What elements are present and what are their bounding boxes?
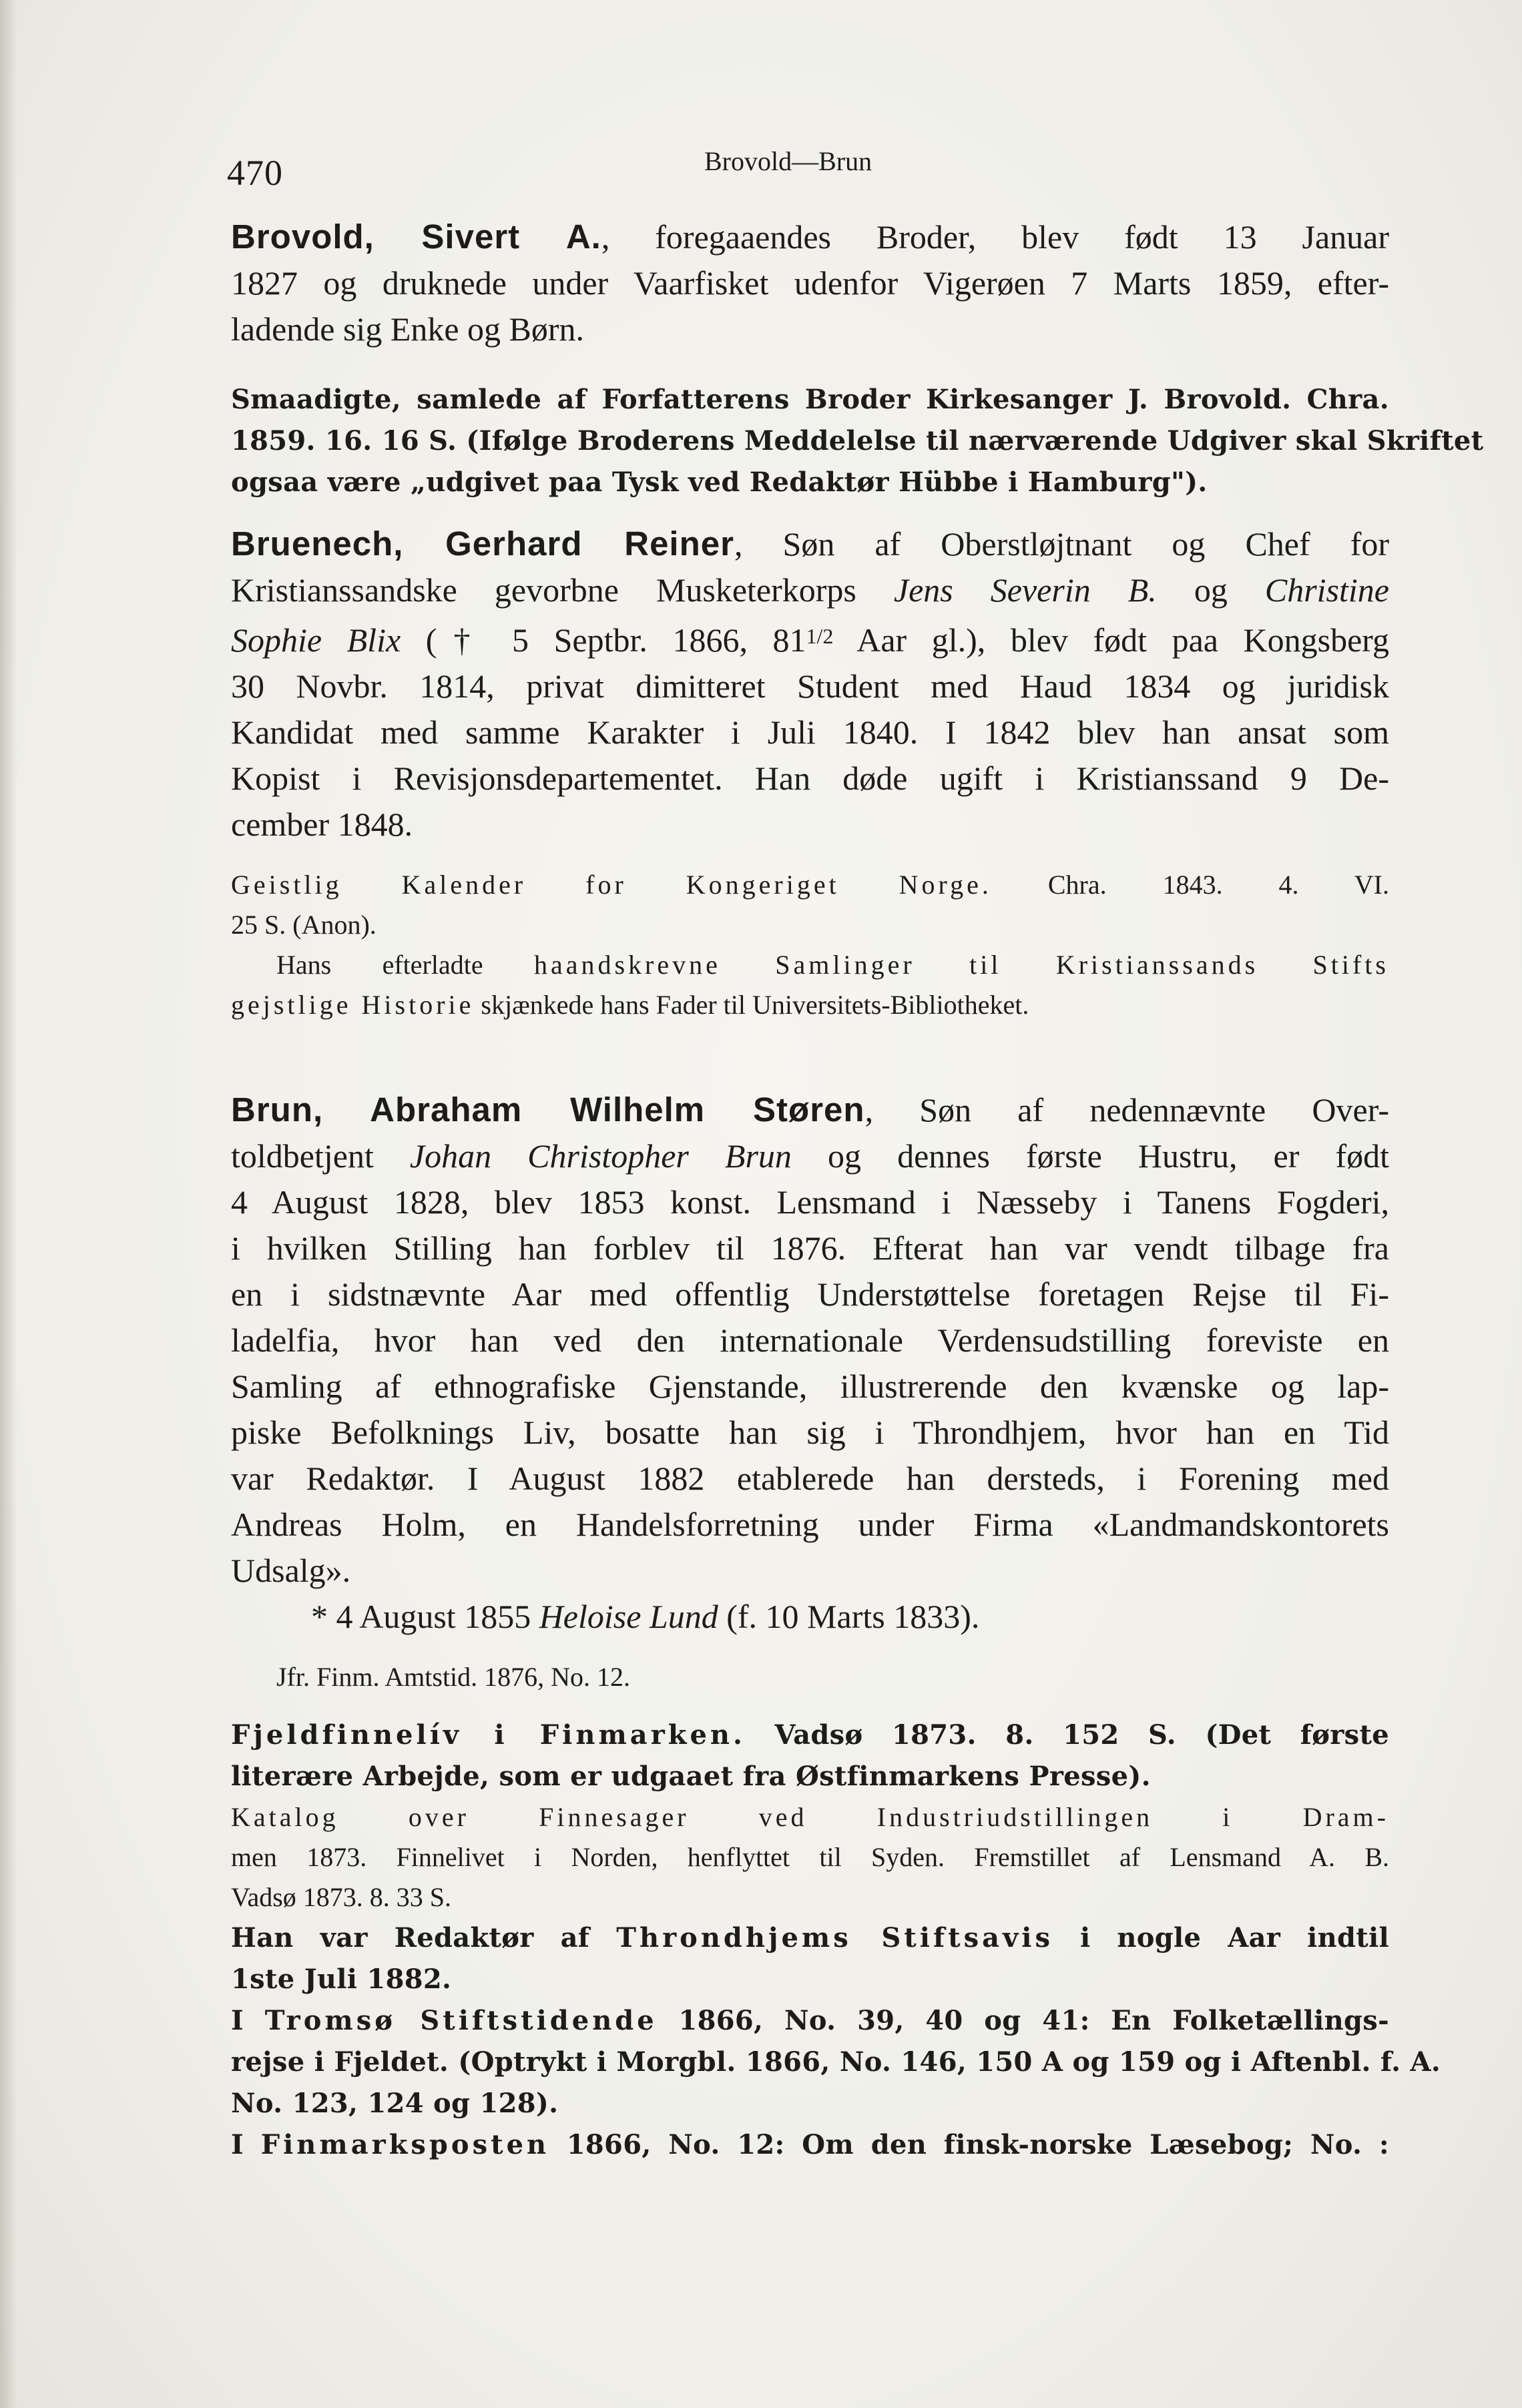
entry-brovold: [231, 214, 1484, 503]
entry-text-line: Brovold, Sivert A., foregaaendes Broder, blev født 13 Januar: [231, 218, 1390, 256]
entry-text-line: cember 1848.: [231, 806, 413, 843]
running-head: Brovold—Brun: [704, 146, 872, 176]
bibliography-line: I Finmarksposten 1866, No. 12: Om den finsk-norske Læsebog; No. :: [231, 2129, 1389, 2160]
entry-text-line: Kopist i Revisjonsdepartementet. Han døde ugift i Kristianssand 9 De-: [231, 760, 1389, 797]
bibliography-line: Han var Redaktør af Throndhjems Stiftsavis i nogle Aar indtil: [231, 1922, 1390, 1953]
bibliography-line: Fjeldfinnelív i Finmarken. Vadsø 1873. 8. 152 S. (Det første: [231, 1719, 1389, 1751]
bibliography-line: 1859. 16. 16 S. (Ifølge Broderens Meddelelse til nærværende Udgiver skal Skriftet: [231, 425, 1484, 457]
source-line: Vadsø 1873. 8. 33 S.: [231, 1882, 452, 1912]
entry-text-line: Andreas Holm, en Handelsforretning under Firma «Landmandskontorets: [231, 1506, 1389, 1543]
person-name: Jens Severin B.: [893, 571, 1157, 609]
entry-text-line: en i sidstnævnte Aar med offentlig Understøttelse foretagen Rejse til Fi-: [231, 1275, 1389, 1313]
bibliography-line: 1ste Juli 1882.: [231, 1964, 452, 1995]
source-title: Geistlig Kalender for Kongeriget Norge.: [231, 870, 992, 900]
person-name: Johan Christopher Brun: [409, 1137, 792, 1175]
bibliography-line: rejse i Fjeldet. (Optrykt i Morgbl. 1866, No. 146, 150 A og 159 og i Aftenbl. f. A.: [231, 2046, 1441, 2078]
entry-text-line: Kristianssandske gevorbne Musketerkorps Jens Severin B. og Christine: [231, 571, 1389, 609]
source-line: men 1873. Finnelivet i Norden, henflyttet til Syden. Fremstillet af Lensmand A. B.: [231, 1842, 1389, 1872]
entry-text-line: piske Befolknings Liv, bosatte han sig i Throndhjem, hvor han en Tid: [231, 1414, 1389, 1451]
work-title: Tromsø Stiftstidende: [264, 2005, 658, 2036]
person-name: Christine: [1264, 571, 1389, 609]
person-name: Heloise Lund: [539, 1598, 718, 1635]
entry-brun: [231, 1087, 1441, 2166]
entry-text-line: i hvilken Stilling han forblev til 1876. Efterat han var vendt tilbage fra: [231, 1229, 1389, 1267]
fraction: 1/2: [806, 624, 834, 648]
work-title: Throndhjems Stiftsavis: [616, 1922, 1054, 1953]
bibliography-line: ogsaa være „udgivet paa Tysk ved Redaktør Hübbe i Hamburg").: [231, 467, 1208, 498]
source-line: Katalog over Finnesager ved Industriudstillingen i Dram-: [231, 1802, 1389, 1832]
entry-heading: Bruenech, Gerhard Reiner: [231, 525, 734, 563]
entry-text-line: ladelfia, hvor han ved den internationale Verdensudstilling foreviste en: [231, 1321, 1389, 1359]
entry-text-line: Bruenech, Gerhard Reiner, Søn af Oberstløjtnant og Chef for: [231, 525, 1389, 563]
entry-text-line: 4 August 1828, blev 1853 konst. Lensmand i Næsseby i Tanens Fogderi,: [231, 1183, 1389, 1221]
work-title: Finmarksposten: [260, 2129, 550, 2160]
entry-bruenech: [231, 521, 1389, 1025]
bibliography-line: Smaadigte, samlede af Forfatterens Broder Kirkesanger J. Brovold. Chra.: [231, 384, 1389, 415]
bibliography-line: literære Arbejde, som er udgaaet fra Østfinmarkens Presse).: [231, 1761, 1151, 1792]
source-line: Geistlig Kalender for Kongeriget Norge. Chra. 1843. 4. VI.: [231, 870, 1389, 900]
person-name: Sophie Blix: [231, 621, 401, 659]
source-line: 25 S. (Anon).: [231, 910, 376, 940]
entry-text-line: 30 Novbr. 1814, privat dimitteret Student med Haud 1834 og juridisk: [231, 667, 1389, 705]
entry-text-line: Brun, Abraham Wilhelm Støren, Søn af nedennævnte Over-: [231, 1091, 1389, 1129]
source-line: gejstlige Historie skjænkede hans Fader til Universitets-Bibliotheket.: [231, 990, 1029, 1020]
source-title: gejstlige Historie: [231, 990, 475, 1020]
entry-text-line: var Redaktør. I August 1882 etablerede han dersteds, i Forening med: [231, 1460, 1389, 1497]
entry-text-line: ladende sig Enke og Børn.: [231, 310, 585, 348]
entry-text-line: Kandidat med samme Karakter i Juli 1840. I 1842 blev han ansat som: [231, 713, 1389, 751]
source-title: haandskrevne Samlinger til Kristianssands Stifts: [533, 950, 1389, 980]
work-title: Fjeldfinnelív i Finmarken.: [231, 1719, 746, 1751]
page-body: [231, 214, 1484, 2166]
entry-text-line: Sophie Blix († 5 Septbr. 1866, $81^{1/2}$ Aar gl.), blev født paa Kongsberg: [231, 621, 1390, 659]
source-line: Hans efterladte haandskrevne Samlinger til Kristianssands Stifts: [276, 950, 1389, 980]
entry-heading: Brovold, Sivert A.: [231, 218, 601, 256]
entry-heading: Brun, Abraham Wilhelm Støren: [231, 1091, 865, 1129]
entry-text-line: toldbetjent Johan Christopher Brun og dennes første Hustru, er født: [231, 1137, 1389, 1175]
entry-text-line: Udsalg».: [231, 1552, 351, 1589]
entry-text-line: * 4 August 1855 Heloise Lund (f. 10 Marts 1833).: [311, 1598, 980, 1635]
entry-text-line: 1827 og druknede under Vaarfisket udenfor Vigerøen 7 Marts 1859, efter-: [231, 264, 1389, 302]
bibliography-line: I Tromsø Stiftstidende 1866, No. 39, 40 og 41: En Folketællings-: [231, 2005, 1389, 2036]
bibliography-line: No. 123, 124 og 128).: [231, 2088, 559, 2119]
entry-text-line: Samling af ethnografiske Gjenstande, illustrerende den kvænske og lap-: [231, 1368, 1389, 1405]
source-line: Jfr. Finm. Amtstid. 1876, No. 12.: [276, 1662, 631, 1692]
page-number: 470: [227, 153, 283, 193]
